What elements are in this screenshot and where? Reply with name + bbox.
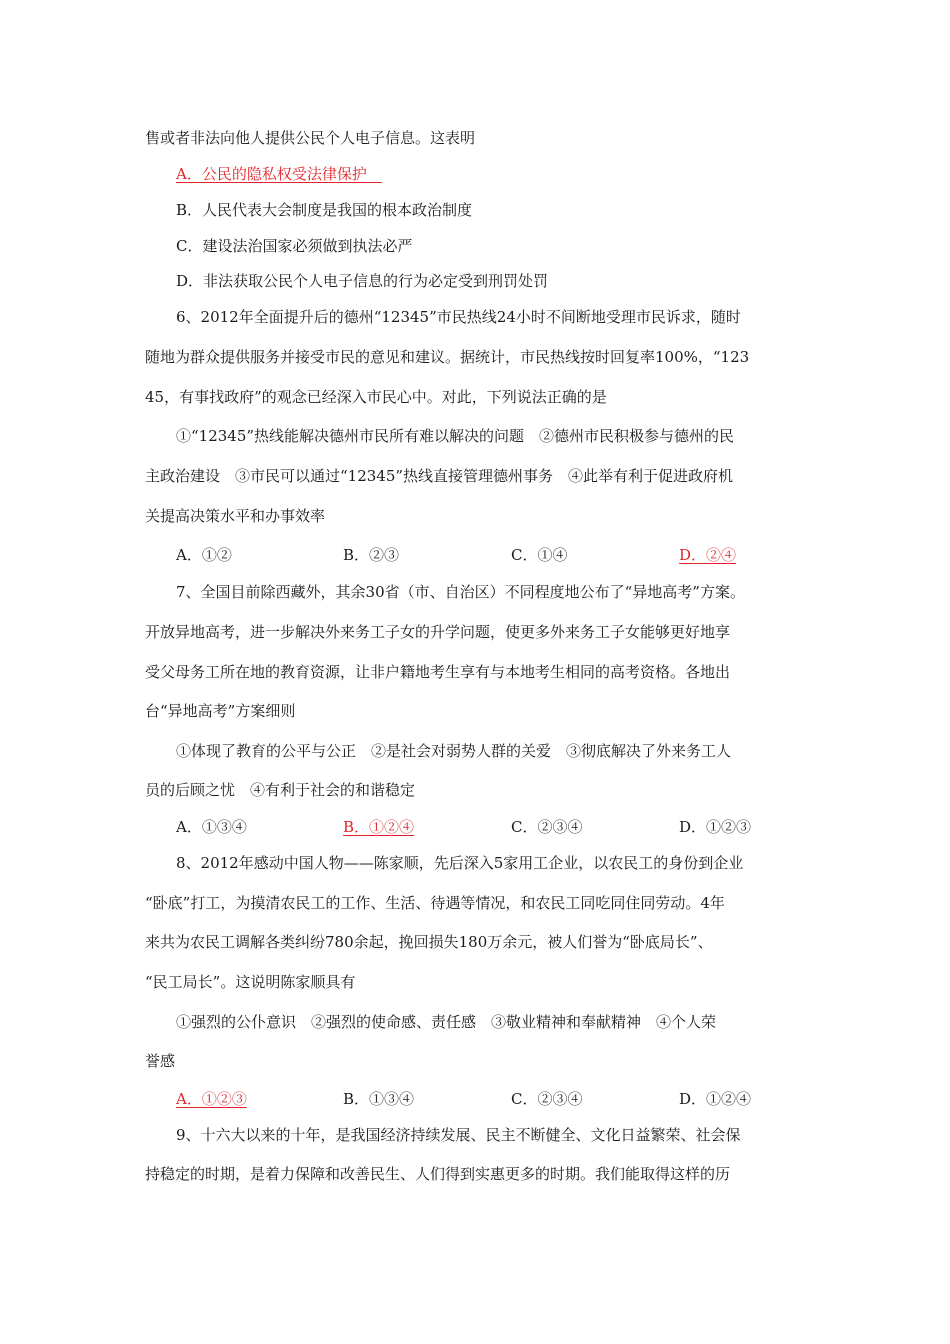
q6-statement-line: 关提高决策水平和办事效率	[145, 507, 326, 525]
q7-statement-line: ①体现了教育的公平与公正 ②是社会对弱势人群的关爱 ③彻底解决了外来务工人	[176, 742, 732, 760]
q7-stem-line: 台“异地高考”方案细则	[145, 702, 296, 720]
q9-stem-line: 9、十六大以来的十年，是我国经济持续发展、民主不断健全、文化日益繁荣、社会保	[176, 1126, 741, 1144]
q6-option-b: B．②③	[343, 546, 400, 564]
q6-stem-line: 6、2012年全面提升后的德州“12345”市民热线24小时不间断地受理市民诉求，随时	[176, 308, 741, 326]
q7-option-c: C．②③④	[511, 818, 583, 836]
q6-option-d-answer: D．②④	[679, 546, 737, 564]
q6-statement-line: 主政治建设 ③市民可以通过“12345”热线直接管理德州事务 ④此举有利于促进政府机	[145, 467, 734, 485]
q8-option-d: D．①②④	[679, 1090, 752, 1108]
q9-stem-line: 持稳定的时期，是着力保障和改善民生、人们得到实惠更多的时期。我们能取得这样的历	[145, 1165, 731, 1183]
q7-stem-line: 7、全国目前除西藏外，其余30省（市、自治区）不同程度地公布了“异地高考”方案。	[176, 583, 745, 601]
q6-option-c: C．①④	[511, 546, 568, 564]
q7-stem-line: 开放异地高考，进一步解决外来务工子女的升学问题，使更多外来务工子女能够更好地享	[145, 623, 731, 641]
q7-stem-line: 受父母务工所在地的教育资源，让非户籍地考生享有与本地考生相同的高考资格。各地出	[145, 663, 731, 681]
q8-stem-line: “民工局长”。这说明陈家顺具有	[145, 973, 356, 991]
q8-statement-line: 誉感	[145, 1052, 176, 1070]
q6-statement-line: ①“12345”热线能解决德州市民所有难以解决的问题 ②德州市民积极参与德州的民	[176, 427, 735, 445]
q6-stem-line: 45，有事找政府”的观念已经深入市民心中。对此，下列说法正确的是	[145, 388, 607, 406]
q8-stem-line: 8、2012年感动中国人物——陈家顺，先后深入5家用工企业，以农民工的身份到企业	[176, 854, 744, 872]
q7-option-b-answer: B．①②④	[343, 818, 415, 836]
q8-statement-line: ①强烈的公仆意识 ②强烈的使命感、责任感 ③敬业精神和奉献精神 ④个人荣	[176, 1013, 717, 1031]
q5-option-c: C．建设法治国家必须做到执法必严	[176, 237, 413, 255]
q5-stem: 售或者非法向他人提供公民个人电子信息。这表明	[145, 129, 476, 147]
q7-option-d: D．①②③	[679, 818, 752, 836]
q5-option-a-answer: A．公民的隐私权受法律保护	[176, 165, 382, 183]
q5-option-d: D．非法获取公民个人电子信息的行为必定受到刑罚处罚	[176, 272, 549, 290]
q6-stem-line: 随地为群众提供服务并接受市民的意见和建议。据统计，市民热线按时回复率100%，“123	[145, 348, 750, 366]
q7-option-a: A．①③④	[176, 818, 247, 836]
q8-option-a-answer: A．①②③	[176, 1090, 247, 1108]
q7-statement-line: 员的后顾之忧 ④有利于社会的和谐稳定	[145, 781, 416, 799]
q8-stem-line: 来共为农民工调解各类纠纷780余起，挽回损失180万余元，被人们誉为“卧底局长”、	[145, 933, 713, 951]
q5-option-b: B．人民代表大会制度是我国的根本政治制度	[176, 201, 473, 219]
q8-option-b: B．①③④	[343, 1090, 415, 1108]
q6-option-a: A．①②	[176, 546, 232, 564]
q8-option-c: C．②③④	[511, 1090, 583, 1108]
q8-stem-line: “卧底”打工，为摸清农民工的工作、生活、待遇等情况，和农民工同吃同住同劳动。4年	[145, 894, 725, 912]
